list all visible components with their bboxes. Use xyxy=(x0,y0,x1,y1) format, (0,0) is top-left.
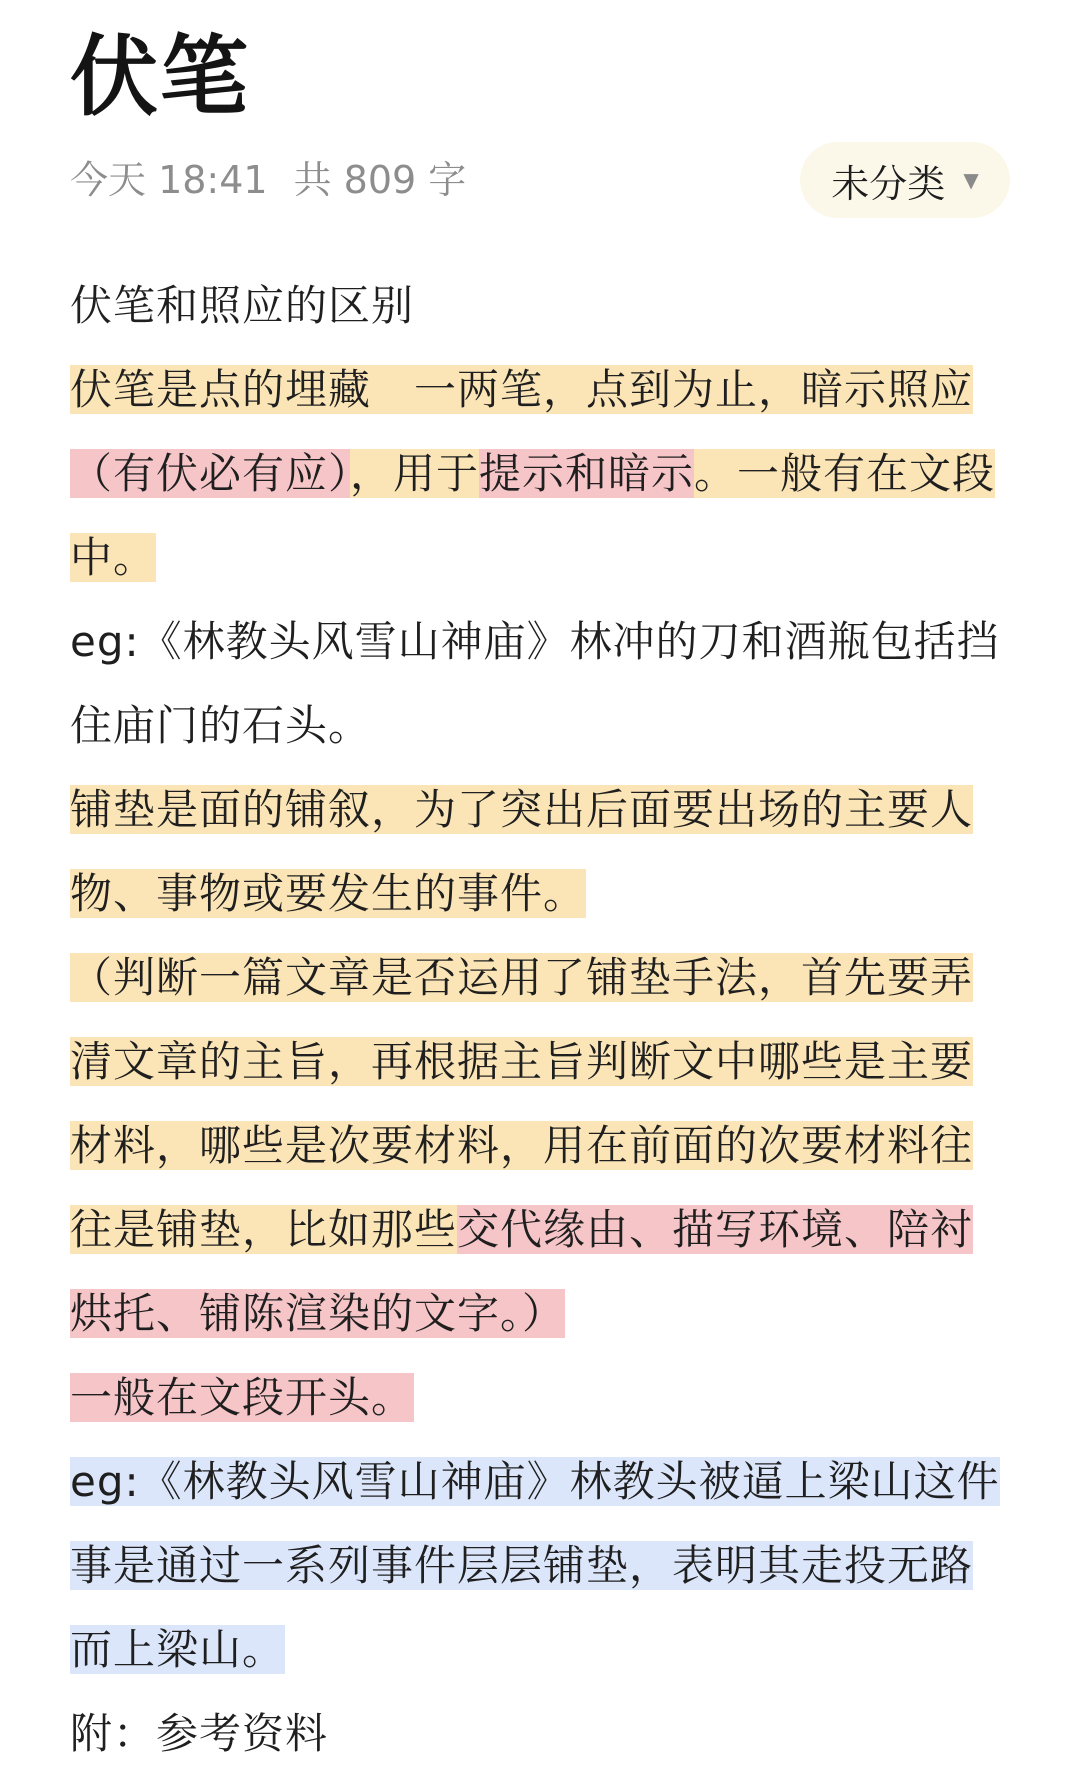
highlight-yellow: ，用于 xyxy=(350,449,480,498)
highlight-yellow: 伏笔是点的埋藏 一两笔，点到为止，暗示照应 xyxy=(70,365,974,414)
note-meta xyxy=(70,152,466,208)
highlight-yellow: 铺垫是面的铺叙，为了突出后面要出场的主要人物、事物或要发生的事件。 xyxy=(70,785,974,918)
highlight-red: （有伏必有应） xyxy=(70,449,351,498)
foreshadow-definition xyxy=(70,348,1015,600)
setup-definition xyxy=(70,768,1015,936)
note-body[interactable] xyxy=(70,264,1015,1776)
highlight-yellow: （判断一篇文章是否运用了铺垫手法，首先要弄清文章的主旨，再根据主旨判断文中哪些是主要材料，哪些是次要材料，用在前面的次要材料往往是铺垫，比如那些 xyxy=(70,953,974,1254)
example-1: eg:《林教头风雪山神庙》林冲的刀和酒瓶包括挡住庙门的石头。 xyxy=(70,617,1000,750)
category-dropdown[interactable] xyxy=(800,142,1010,218)
highlight-red: 交代缘由、描写环境、陪衬烘托、铺陈渲染的文字。） xyxy=(70,1205,974,1338)
appendix-heading: 附：参考资料 xyxy=(70,1709,329,1758)
chevron-down-icon: ▼ xyxy=(963,168,979,192)
note-title[interactable]: 伏笔 xyxy=(70,25,251,128)
highlight-yellow: 。一般有在文段中。 xyxy=(70,449,996,582)
setup-position xyxy=(70,1356,1015,1440)
highlight-red: 一般在文段开头。 xyxy=(70,1373,415,1422)
note-date: 今天 18:41 xyxy=(70,158,268,202)
note-word-count: 共 809 字 xyxy=(293,158,467,202)
body-heading: 伏笔和照应的区别 xyxy=(70,281,415,330)
setup-judgement xyxy=(70,936,1015,1356)
highlight-red: 提示和暗示 xyxy=(479,449,695,498)
example-2 xyxy=(70,1440,1015,1692)
highlight-blue: eg:《林教头风雪山神庙》林教头被逼上梁山这件事是通过一系列事件层层铺垫，表明其走投无路而上梁山。 xyxy=(70,1457,1000,1674)
category-label: 未分类 xyxy=(831,161,946,206)
